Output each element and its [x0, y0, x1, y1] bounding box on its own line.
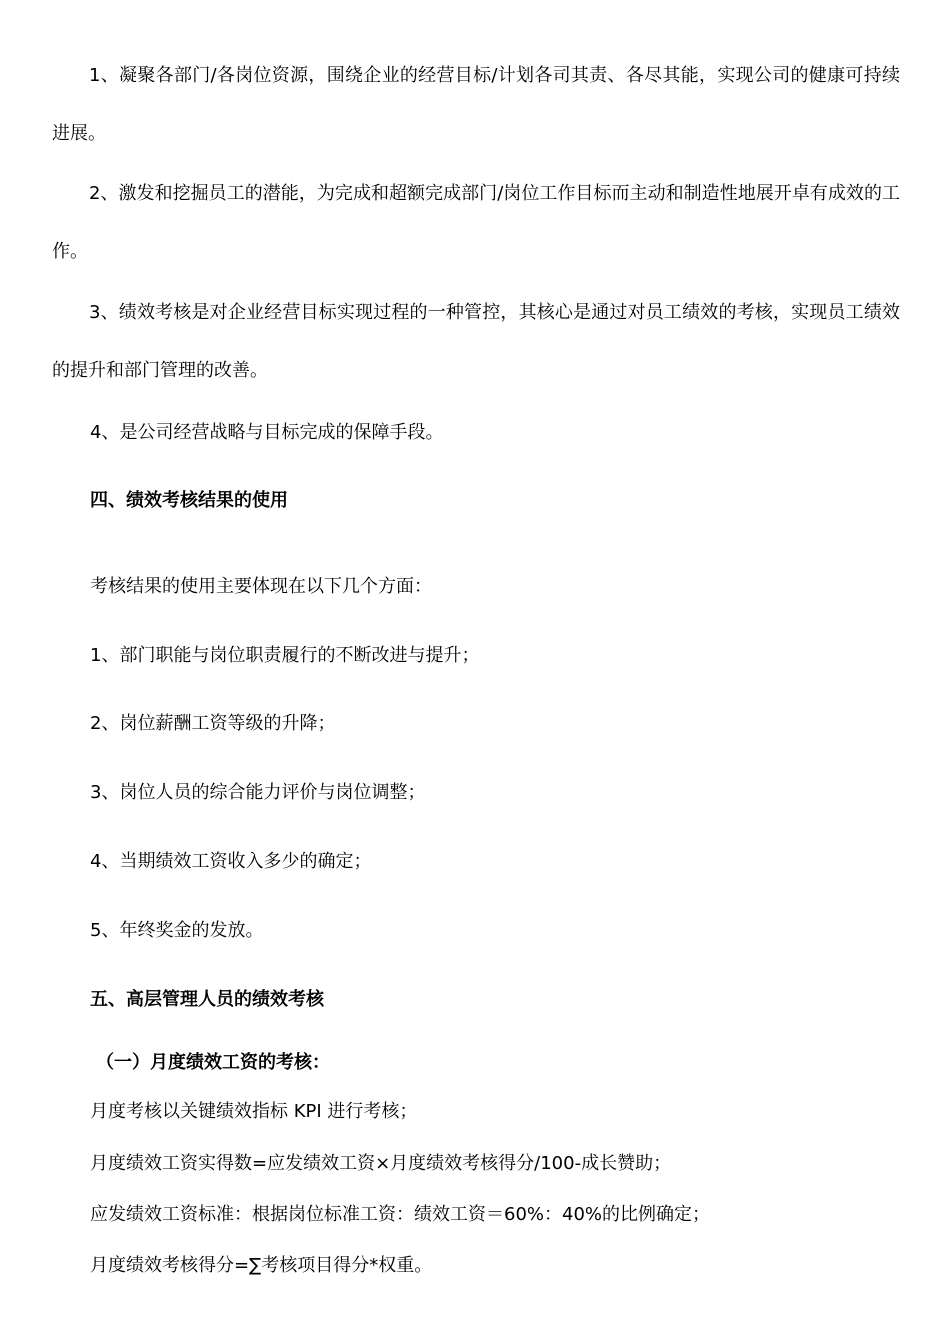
list-item: 4、当期绩效工资收入多少的确定； — [90, 851, 372, 872]
paragraph-goal-2: 2、激发和挖掘员工的潜能，为完成和超额完成部门/岗位工作目标而主动和制造性地展开卓有成效的工作。 — [52, 183, 900, 262]
formula-line: 月度绩效工资实得数=应发绩效工资×月度绩效考核得分/100-成长赞助； — [90, 1153, 672, 1174]
formula-line: 应发绩效工资标准：根据岗位标准工资：绩效工资＝60%：40%的比例确定； — [90, 1204, 711, 1225]
list-item: 1、部门职能与岗位职责履行的不断改进与提升； — [90, 645, 480, 666]
paragraph-goal-4: 4、是公司经营战略与目标完成的保障手段。 — [90, 422, 444, 443]
section-5-subheading: （一）月度绩效工资的考核： — [96, 1052, 330, 1073]
formula-line: 月度考核以关键绩效指标 KPI 进行考核； — [90, 1101, 418, 1122]
section-5-heading: 五、高层管理人员的绩效考核 — [90, 989, 324, 1010]
paragraph-goal-1: 1、凝聚各部门/各岗位资源，围绕企业的经营目标/计划各司其责、各尽其能，实现公司的健康可持续进展。 — [52, 65, 900, 144]
section-4-heading: 四、绩效考核结果的使用 — [90, 490, 288, 511]
section-4-intro: 考核结果的使用主要体现在以下几个方面： — [90, 576, 432, 597]
list-item: 5、年终奖金的发放。 — [90, 920, 264, 941]
list-item: 3、岗位人员的综合能力评价与岗位调整； — [90, 782, 426, 803]
list-item: 2、岗位薪酬工资等级的升降； — [90, 713, 336, 734]
formula-line: 月度绩效考核得分=∑考核项目得分*权重。 — [90, 1255, 433, 1276]
paragraph-goal-3: 3、绩效考核是对企业经营目标实现过程的一种管控，其核心是通过对员工绩效的考核，实现员工绩效的提升和部门管理的改善。 — [52, 302, 900, 381]
